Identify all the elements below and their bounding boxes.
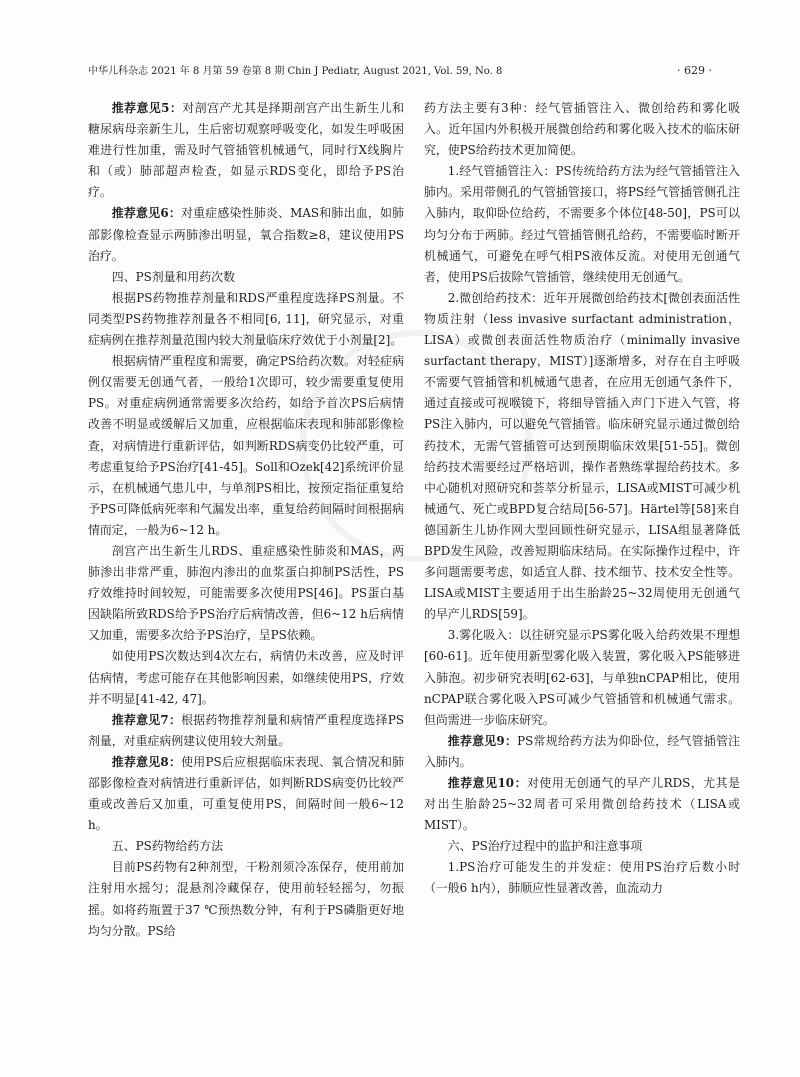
body-paragraph <box>424 161 740 288</box>
paragraph-text: 根据病情严重程度和需要，确定PS给药次数。对轻症病例仅需要无创通气者，一般给1次即可，较少需要重复使用PS。对重症病例通常需要多次给药，如给予首次PS后病情改善不明显或缓解后又加重，应根据临床表现和肺部影像检查，对病情进行重新评估，如判断RDS病变仍比较严重，可考虑重复给予PS治疗[41-45]。Soll和Ozek[42]系统评价显示，在机械通气患儿中，与单剂PS相比，按预定指征重复给予PS可降低病死率和气漏发出率，重复给药间隔时间根据病情而定，一般为6~12 h。 <box>88 354 404 537</box>
paragraph-text: 如使用PS次数达到4次左右，病情仍未改善，应及时评估病情，考虑可能存在其他影响因素，如继续使用PS，疗效并不明显[41-42, 47]。 <box>88 649 404 706</box>
body-paragraph <box>424 98 740 161</box>
body-paragraph <box>88 267 404 288</box>
paragraph-text: 六、PS治疗过程中的监护和注意事项 <box>447 839 643 854</box>
paragraph-text: PS常规给药方法为仰卧位，经气管插管注入肺内。 <box>424 733 740 769</box>
recommendation-paragraph <box>424 773 740 836</box>
paragraph-text: 使用PS后应根据临床表现、氧合情况和肺部影像检查对病情进行重新评估，如判断RDS病变仍比较严重或改善后又加重，可重复使用PS，间隔时间一般6~12 h。 <box>88 754 404 833</box>
body-paragraph <box>424 625 740 730</box>
journal-citation: 中华儿科杂志 2021 年 8 月第 59 卷第 8 期 Chin J Pediatr, August 2021, Vol. 59, No. 8 <box>88 66 503 77</box>
recommendation-lead: 推荐意见5： <box>111 101 183 115</box>
paragraph-text: 2.微创给药技术：近年开展微创给药技术[微创表面活性物质注射（less invasive surfactant administration，LISA）或微创表面活性物质治疗（minimally invasive surfactant therapy，MIST）]逐渐增多，对存在自主呼吸不需要气管插管和机械通气患者，在应用无创通气条件下，通过直接或可视喉镜下，将细导管插入声门下进入气管，将PS注入肺内，可以避免气管插管。临床研究显示通过微创给药技术，无需气管插管可达到预期临床效果[51-55]。微创给药技术需要经过严格培训，操作者熟练掌握给药技术。多中心随机对照研究和荟萃分析显示，LISA或MIST可减少机械通气、死亡或BPD复合结局[56-57]。Härtel等[58]来自德国新生儿协作网大型回顾性研究显示，LISA组显著降低BPD发生风险，改善短期临床结局。在实际操作过程中，许多问题需要考虑，如适宜人群、技术细节、技术安全性等。LISA或MIST主要适用于出生胎龄25~32周使用无创通气的早产儿RDS[59]。 <box>424 290 740 622</box>
page-number: · 629 · <box>677 64 712 77</box>
paragraph-text: 根据PS药物推荐剂量和RDS严重程度选择PS剂量。不同类型PS药物推荐剂量各不相同[6, 11]，研究显示，对重症病例在推荐剂量范围内较大剂量临床疗效优于小剂量[2]。 <box>88 290 404 348</box>
recommendation-paragraph <box>88 203 404 266</box>
right-column <box>424 98 740 900</box>
paragraph-text: 对使用无创通气的早产儿RDS，尤其是对出生胎龄25~32周者可采用微创给药技术（LISA或MIST）。 <box>424 776 740 833</box>
recommendation-lead: 推荐意见10： <box>447 776 527 790</box>
paragraph-text: 五、PS药物给药方法 <box>111 839 224 854</box>
paragraph-text: 1.PS治疗可能发生的并发症：使用PS治疗后数小时（一般6 h内），肺顺应性显著改善，血流动力 <box>424 860 740 896</box>
body-paragraph <box>424 288 740 626</box>
recommendation-lead: 推荐意见9： <box>447 733 518 748</box>
body-paragraph <box>88 646 404 709</box>
body-paragraph <box>88 541 404 646</box>
paragraph-text: 目前PS药物有2种剂型，干粉剂须冷冻保存，使用前加注射用水摇匀；混悬剂冷藏保存，使用前轻轻摇匀，勿振摇。如将药瓶置于37 ℃预热数分钟，有利于PS磷脂更好地均匀分散。PS给 <box>88 860 404 938</box>
recommendation-lead: 推荐意见7： <box>111 712 182 727</box>
paragraph-text: 剖宫产出生新生儿RDS、重症感染性肺炎和MAS，两肺渗出非常严重，肺泡内渗出的血浆蛋白抑制PS活性，PS疗效维持时间较短，可能需要多次使用PS[46]。PS蛋白基因缺陷所致RDS给予PS治疗后病情改善，但6~12 h后病情又加重，需要多次给予PS治疗，呈PS依赖。 <box>88 543 404 643</box>
running-header <box>88 62 712 77</box>
paragraph-text: 根据药物推荐剂量和病情严重程度选择PS剂量，对重症病例建议使用较大剂量。 <box>88 712 404 748</box>
body-paragraph <box>88 351 404 541</box>
body-paragraph <box>424 857 740 899</box>
body-paragraph <box>88 857 404 941</box>
paragraph-text: 药方法主要有3种：经气管插管注入、微创给药和雾化吸入。近年国内外积极开展微创给药和雾化吸入技术的临床研究，使PS给药技术更加简便。 <box>424 101 740 158</box>
recommendation-lead: 推荐意见8： <box>111 754 182 769</box>
paragraph-text: 1.经气管插管注入：PS传统给药方法为经气管插管注入肺内。采用带侧孔的气管插管接口，将PS经气管插管侧孔注入肺内，取仰卧位给药，不需要多个体位[48-50]，PS可以均匀分布于两肺。经过气管插管侧孔给药，不需要临时断开机械通气，可避免在呼气相PS液体反流。对使用无创通气者，使用PS后拔除气管插管，继续使用无创通气。 <box>424 164 740 284</box>
left-column <box>88 98 404 942</box>
recommendation-paragraph <box>88 98 404 203</box>
recommendation-lead: 推荐意见6： <box>111 206 181 221</box>
body-paragraph <box>88 836 404 857</box>
recommendation-paragraph <box>424 731 740 773</box>
paragraph-text: 对重症感染性肺炎、MAS和肺出血，如肺部影像检查显示两肺渗出明显，氧合指数≥8，建议使用PS治疗。 <box>88 206 404 263</box>
paragraph-text: 3.雾化吸入：以往研究显示PS雾化吸入给药效果不理想[60-61]。近年使用新型雾化吸入装置，雾化吸入PS能够进入肺泡。初步研究表明[62-63]，与单独nCPAP相比，使用nCPAP联合雾化吸入PS可减少气管插管和机械通气需求。但尚需进一步临床研究。 <box>424 628 740 727</box>
recommendation-paragraph <box>88 710 404 752</box>
paragraph-text: 四、PS剂量和用药次数 <box>111 269 235 284</box>
body-paragraph <box>424 836 740 857</box>
paragraph-text: 对剖宫产尤其是择期剖宫产出生新生儿和糖尿病母亲新生儿，生后密切观察呼吸变化，如发生呼吸困难进行性加重，需及时气管插管机械通气，同时行X线胸片和（或）肺部超声检查，如显示RDS变化，即给予PS治疗。 <box>88 101 404 200</box>
body-paragraph <box>88 288 404 351</box>
recommendation-paragraph <box>88 752 404 836</box>
